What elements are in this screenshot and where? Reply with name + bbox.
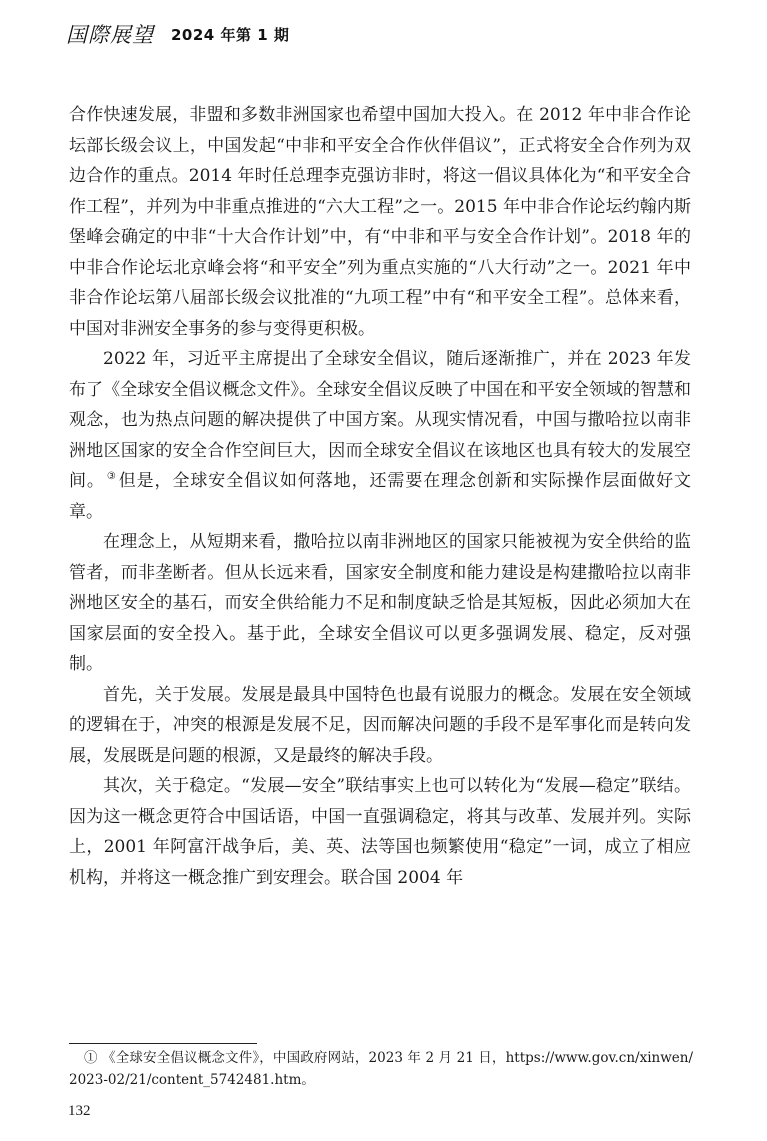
page-header <box>66 22 289 46</box>
journal-logo: 国際展望 <box>66 23 154 47</box>
paragraph-1: 合作快速发展，非盟和多数非洲国家也希望中国加大投入。在 2012 年中非合作论坛部长级会议上，中国发起“中非和平安全合作伙伴倡议”，正式将安全合作列为双边合作的重点。2014 年时任总理李克强访非时，将这一倡议具体化为“和平安全合作工程”，并列为中非重点推进的“六大工程”之一。2015 年中非合作论坛约翰内斯堡峰会确定的中非“十大合作计划”中，有“中非和平与安全合作计划”。2018 年的中非合作论坛北京峰会将“和平安全”列为重点实施的“八大行动”之一。2021 年中非合作论坛第八届部长级会议批准的“九项工程”中有“和平安全工程”。总体来看，中国对非洲安全事务的参与变得更积极。 <box>69 105 691 339</box>
article-body <box>69 100 691 893</box>
paragraph-4: 首先，关于发展。发展是最具中国特色也最有说服力的概念。发展在安全领域的逻辑在于，冲突的根源是发展不足，因而解决问题的手段不是军事化而是转向发展，发展既是问题的根源，又是最终的解决手段。 <box>69 684 691 766</box>
paragraph-2-continued: 但是，全球安全倡议如何落地，还需要在理念创新和实际操作层面做好文章。 <box>69 471 692 522</box>
footnote-text: ① 《全球安全倡议概念文件》，中国政府网站，2023 年 2 月 21 日，https://www.gov.cn/xinwen/2023-02/21/content_5742481.htm。 <box>69 1050 693 1088</box>
paragraph-2-text: 2022 年，习近平主席提出了全球安全倡议，随后逐渐推广，并在 2023 年发布了《全球安全倡议概念文件》。全球安全倡议反映了中国在和平安全领域的智慧和观念，也为热点问题的解决提供了中国方案。从现实情况看，中国与撒哈拉以南非洲地区国家的安全合作空间巨大，因而全球安全倡议在该地区也具有较大的发展空间。 <box>69 349 691 491</box>
page-number: 132 <box>68 1103 91 1119</box>
footnote-reference: ③ <box>106 471 117 483</box>
paragraph-3: 在理念上，从短期来看，撒哈拉以南非洲地区的国家只能被视为安全供给的监管者，而非垄断者。但从长远来看，国家安全制度和能力建设是构建撒哈拉以南非洲地区安全的基石，而安全供给能力不足和制度缺乏恰是其短板，因此必须加大在国家层面的安全投入。基于此，全球安全倡议可以更多强调发展、稳定，反对强制。 <box>69 532 691 674</box>
footnote <box>69 1047 693 1091</box>
paragraph-2 <box>69 344 691 527</box>
issue-label: 2024 年第 1 期 <box>171 25 290 44</box>
paragraph-5: 其次，关于稳定。“发展—安全”联结事实上也可以转化为“发展—稳定”联结。因为这一概念更符合中国话语，中国一直强调稳定，将其与改革、发展并列。实际上，2001 年阿富汗战争后，美、英、法等国也频繁使用“稳定”一词，成立了相应机构，并将这一概念推广到安理会。联合国 2004 年 <box>69 776 691 888</box>
footnote-divider <box>69 1043 257 1044</box>
